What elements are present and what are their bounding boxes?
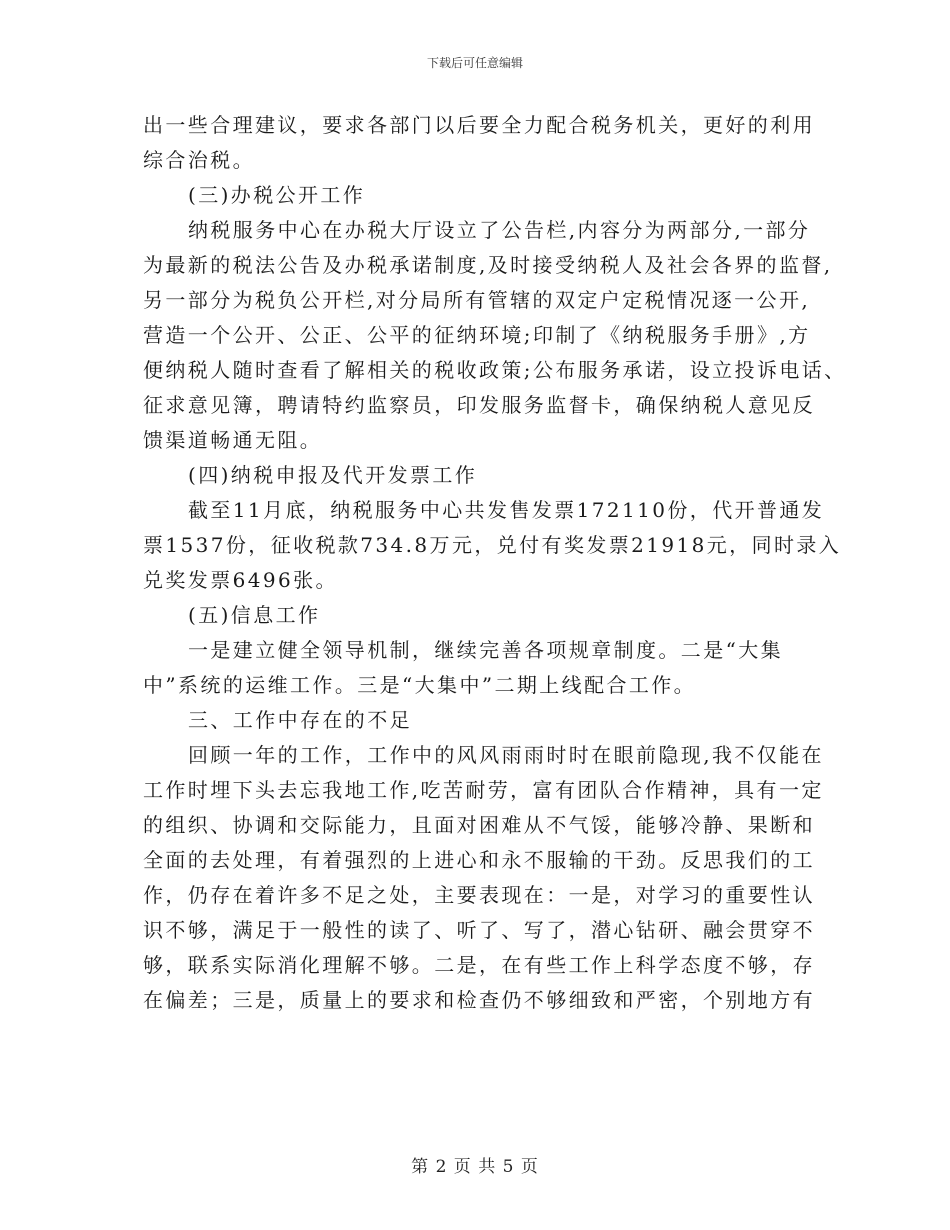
body-line: 票1537份，征收税款734.8万元，兑付有奖发票21918元，同时录入 bbox=[143, 533, 842, 557]
body-line: 营造一个公开、公正、公平的征纳环境;印制了《纳税服务手册》,方 bbox=[143, 323, 811, 347]
body-line: 作，仍存在着许多不足之处，主要表现在：一是，对学习的重要性认 bbox=[143, 883, 815, 907]
paragraph-start: 截至11月底，纳税服务中心共发售发票172110份，代开普通发 bbox=[188, 498, 825, 522]
paragraph-start: 纳税服务中心在办税大厅设立了公告栏,内容分为两部分,一部分 bbox=[188, 218, 811, 242]
paragraph-start: 一是建立健全领导机制，继续完善各项规章制度。二是“大集 bbox=[188, 638, 784, 662]
section-heading: 三、工作中存在的不足 bbox=[188, 708, 412, 732]
body-line: 综合治税。 bbox=[143, 148, 255, 172]
document-body bbox=[143, 108, 847, 1018]
body-line: 的组织、协调和交际能力，且面对困难从不气馁，能够冷静、果断和 bbox=[143, 813, 815, 837]
body-line: 便纳税人随时查看了解相关的税收政策;公布服务承诺，设立投诉电话、 bbox=[143, 358, 847, 382]
body-line: 全面的去处理，有着强烈的上进心和永不服输的干劲。反思我们的工 bbox=[143, 848, 815, 872]
body-line: 识不够，满足于一般性的读了、听了、写了，潜心钻研、融会贯穿不 bbox=[143, 918, 815, 942]
body-line: 另一部分为税负公开栏,对分局所有管辖的双定户定税情况逐一公开, bbox=[143, 288, 811, 312]
body-line: 出一些合理建议，要求各部门以后要全力配合税务机关，更好的利用 bbox=[143, 113, 815, 137]
page-header-note: 下载后可任意编辑 bbox=[426, 56, 523, 70]
body-line: 为最新的税法公告及办税承诺制度,及时接受纳税人及社会各界的监督, bbox=[143, 253, 833, 277]
section-heading: (三)办税公开工作 bbox=[188, 183, 366, 207]
body-line: 工作时埋下头去忘我地工作,吃苦耐劳，富有团队合作精神，具有一定 bbox=[143, 778, 824, 802]
body-line: 征求意见簿，聘请特约监察员，印发服务监督卡，确保纳税人意见反 bbox=[143, 393, 815, 417]
section-heading: (五)信息工作 bbox=[188, 603, 321, 627]
paragraph-start: 回顾一年的工作，工作中的风风雨雨时时在眼前隐现,我不仅能在 bbox=[188, 743, 824, 767]
body-line: 中”系统的运维工作。三是“大集中”二期上线配合工作。 bbox=[143, 673, 697, 697]
body-line: 兑奖发票6496张。 bbox=[143, 568, 338, 592]
body-line: 够，联系实际消化理解不够。二是，在有些工作上科学态度不够，存 bbox=[143, 953, 815, 977]
body-line: 在偏差；三是，质量上的要求和检查仍不够细致和严密，个别地方有 bbox=[143, 988, 815, 1012]
page-number: 第 2 页 共 5 页 bbox=[411, 1157, 539, 1177]
body-line: 馈渠道畅通无阻。 bbox=[143, 428, 323, 452]
section-heading: (四)纳税申报及代开发票工作 bbox=[188, 463, 478, 487]
